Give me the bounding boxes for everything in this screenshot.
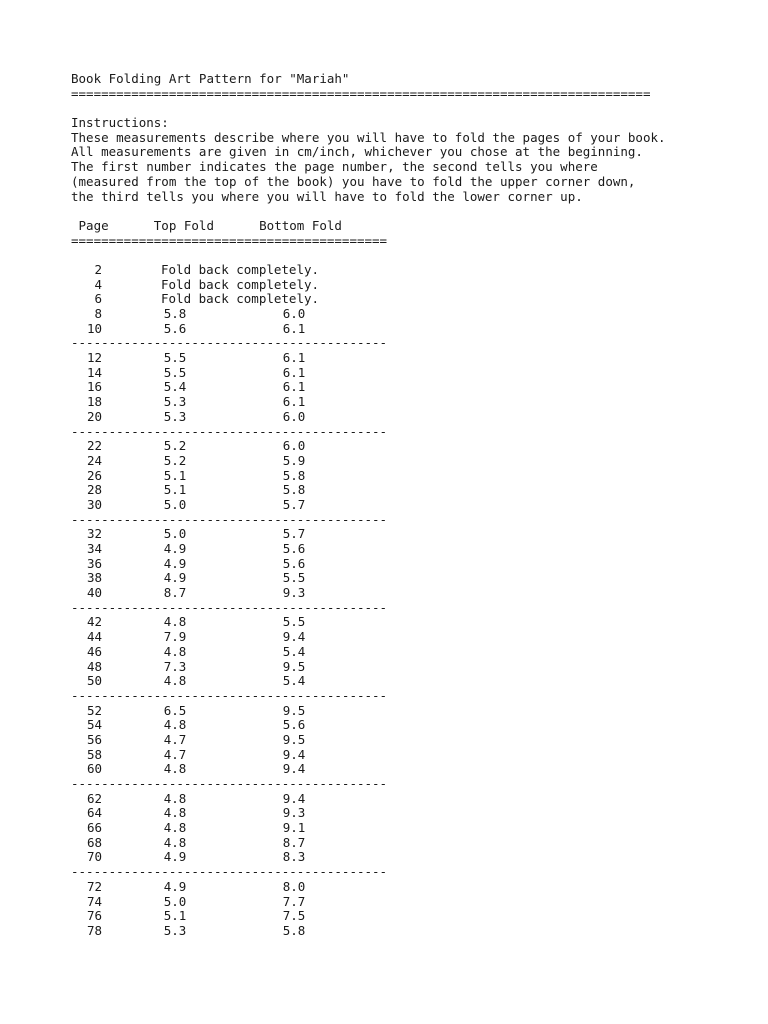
- bottom-fold: 9.4: [282, 629, 306, 645]
- page-number: 50: [86, 673, 102, 689]
- table-row: [71, 469, 731, 484]
- page-number: 60: [86, 761, 102, 777]
- group-separator: ------------------------------------------: [71, 511, 388, 527]
- bottom-fold: 5.8: [282, 467, 306, 483]
- page-number: 6: [94, 291, 102, 307]
- top-fold: 4.8: [163, 643, 187, 659]
- top-fold: 4.8: [163, 614, 187, 630]
- group-separator: ------------------------------------------: [71, 864, 388, 880]
- table-header-rule: ==========================================: [71, 232, 388, 248]
- table-row: [71, 498, 731, 513]
- page-number: 26: [86, 467, 102, 483]
- group-separator: ------------------------------------------: [71, 599, 388, 615]
- top-fold: 4.9: [163, 878, 187, 894]
- bottom-fold: 8.7: [282, 834, 306, 850]
- table-row: [71, 674, 731, 689]
- bottom-fold: 9.3: [282, 585, 306, 601]
- instruction-line: (measured from the top of the book) you have to fold the upper corner down,: [71, 173, 636, 189]
- spacer: [71, 204, 731, 219]
- table-row: [71, 909, 731, 924]
- page-number: 58: [86, 746, 102, 762]
- table-row: [71, 263, 731, 278]
- top-fold: 5.0: [163, 893, 187, 909]
- group-separator: ------------------------------------------: [71, 687, 388, 703]
- page-number: 36: [86, 555, 102, 571]
- table-row: [71, 660, 731, 675]
- instruction-line: The first number indicates the page number, the second tells you where: [71, 159, 598, 175]
- page-number: 20: [86, 408, 102, 424]
- table-header: Page Top Fold Bottom Fold: [71, 217, 342, 233]
- table-row: [71, 924, 731, 939]
- table-row: [71, 586, 731, 601]
- table-row: [71, 615, 731, 630]
- top-fold: 4.8: [163, 717, 187, 733]
- top-fold: 4.8: [163, 820, 187, 836]
- table-row: [71, 380, 731, 395]
- group-separator: ------------------------------------------: [71, 423, 388, 439]
- table-row: [71, 527, 731, 542]
- page-number: 32: [86, 526, 102, 542]
- instruction-line: These measurements describe where you will have to fold the pages of your book.: [71, 129, 666, 145]
- bottom-fold: 6.0: [282, 438, 306, 454]
- table-row: [71, 880, 731, 895]
- table-row: [71, 571, 731, 586]
- top-fold: 6.5: [163, 702, 187, 718]
- top-fold: 5.3: [163, 408, 187, 424]
- page-number: 70: [86, 849, 102, 865]
- bottom-fold: 5.4: [282, 673, 306, 689]
- table-row: [71, 821, 731, 836]
- spacer: [71, 101, 731, 116]
- table-row: [71, 322, 731, 337]
- page-number: 74: [86, 893, 102, 909]
- page-number: 68: [86, 834, 102, 850]
- spacer: [71, 248, 731, 263]
- top-fold: 4.8: [163, 805, 187, 821]
- page-number: 18: [86, 394, 102, 410]
- group-separator: ------------------------------------------: [71, 335, 388, 351]
- bottom-fold: 9.3: [282, 805, 306, 821]
- page-number: 34: [86, 541, 102, 556]
- page-number: 40: [86, 585, 102, 601]
- bottom-fold: 7.5: [282, 908, 306, 924]
- bottom-fold: 5.5: [282, 570, 306, 586]
- bottom-fold: 6.1: [282, 350, 306, 366]
- bottom-fold: 7.7: [282, 893, 306, 909]
- bottom-fold: 5.6: [282, 541, 306, 556]
- bottom-fold: 6.1: [282, 394, 306, 410]
- table-row: [71, 850, 731, 865]
- bottom-fold: 6.0: [282, 408, 306, 424]
- top-fold: 5.8: [163, 306, 187, 321]
- page-number: 72: [86, 878, 102, 894]
- table-row: [71, 395, 731, 410]
- table-row: [71, 792, 731, 807]
- table-row: [71, 351, 731, 366]
- page-number: 16: [86, 379, 102, 395]
- top-fold: 4.8: [163, 790, 187, 806]
- group-separator: ------------------------------------------: [71, 776, 388, 791]
- top-fold: 5.0: [163, 526, 187, 542]
- top-fold: 5.1: [163, 482, 187, 498]
- bottom-fold: 6.1: [282, 364, 306, 380]
- table-row: [71, 410, 731, 425]
- top-fold: 4.8: [163, 673, 187, 689]
- page-number: 56: [86, 731, 102, 747]
- page-number: 2: [94, 261, 102, 277]
- bottom-fold: 5.7: [282, 526, 306, 542]
- table-row: [71, 733, 731, 748]
- top-fold: 7.3: [163, 658, 187, 674]
- table-row: [71, 718, 731, 733]
- bottom-fold: 8.0: [282, 878, 306, 894]
- top-fold: 5.2: [163, 438, 187, 454]
- page-number: 12: [86, 350, 102, 366]
- page-number: 78: [86, 922, 102, 938]
- table-row: [71, 836, 731, 851]
- page-number: 42: [86, 614, 102, 630]
- top-fold: 4.8: [163, 761, 187, 777]
- table-row: [71, 557, 731, 572]
- table-row: [71, 278, 731, 293]
- table-row: [71, 748, 731, 763]
- top-fold: 4.7: [163, 731, 187, 747]
- top-fold: 4.8: [163, 834, 187, 850]
- top-fold: 5.5: [163, 364, 187, 380]
- top-fold: 4.9: [163, 541, 187, 556]
- top-fold: 4.9: [163, 555, 187, 571]
- page-number: 44: [86, 629, 102, 645]
- top-fold: 5.4: [163, 379, 187, 395]
- instruction-line: the third tells you where you will have to fold the lower corner up.: [71, 188, 583, 204]
- top-fold: 4.9: [163, 849, 187, 865]
- page-number: 24: [86, 452, 102, 468]
- top-fold: 5.5: [163, 350, 187, 366]
- table-row: [71, 292, 731, 307]
- bottom-fold: 9.5: [282, 731, 306, 747]
- page-number: 14: [86, 364, 102, 380]
- top-fold: 4.7: [163, 746, 187, 762]
- document-title: Book Folding Art Pattern for "Mariah": [71, 71, 350, 86]
- bottom-fold: 5.6: [282, 555, 306, 571]
- top-fold: 5.1: [163, 467, 187, 483]
- fold-note: Fold back completely.: [161, 261, 320, 277]
- bottom-fold: 5.9: [282, 452, 306, 468]
- page-number: 8: [94, 306, 102, 321]
- page-number: 46: [86, 643, 102, 659]
- bottom-fold: 9.5: [282, 702, 306, 718]
- top-fold: 4.9: [163, 570, 187, 586]
- bottom-fold: 5.8: [282, 922, 306, 938]
- table-row: [71, 483, 731, 498]
- bottom-fold: 8.3: [282, 849, 306, 865]
- page-number: 62: [86, 790, 102, 806]
- bottom-fold: 6.1: [282, 320, 306, 336]
- bottom-fold: 9.1: [282, 820, 306, 836]
- page-number: 76: [86, 908, 102, 924]
- title-rule: =============================================================================: [71, 85, 651, 101]
- fold-note: Fold back completely.: [161, 291, 320, 307]
- fold-note: Fold back completely.: [161, 276, 320, 292]
- bottom-fold: 9.5: [282, 658, 306, 674]
- table-row: [71, 704, 731, 719]
- document-page: [71, 72, 731, 939]
- top-fold: 5.0: [163, 496, 187, 512]
- page-number: 30: [86, 496, 102, 512]
- bottom-fold: 5.6: [282, 717, 306, 733]
- page-number: 48: [86, 658, 102, 674]
- bottom-fold: 5.5: [282, 614, 306, 630]
- table-row: [71, 630, 731, 645]
- top-fold: 5.3: [163, 922, 187, 938]
- bottom-fold: 5.7: [282, 496, 306, 512]
- top-fold: 5.6: [163, 320, 187, 336]
- table-row: [71, 806, 731, 821]
- table-row: [71, 645, 731, 660]
- bottom-fold: 6.1: [282, 379, 306, 395]
- page-number: 4: [94, 276, 102, 292]
- page-number: 22: [86, 438, 102, 454]
- page-number: 64: [86, 805, 102, 821]
- table-row: [71, 454, 731, 469]
- table-row: [71, 895, 731, 910]
- bottom-fold: 9.4: [282, 790, 306, 806]
- table-row: [71, 439, 731, 454]
- bottom-fold: 5.8: [282, 482, 306, 498]
- top-fold: 5.1: [163, 908, 187, 924]
- top-fold: 5.3: [163, 394, 187, 410]
- bottom-fold: 5.4: [282, 643, 306, 659]
- fold-table: [71, 263, 731, 939]
- table-row: [71, 542, 731, 557]
- table-row: [71, 366, 731, 381]
- bottom-fold: 9.4: [282, 761, 306, 777]
- instructions-heading: Instructions:: [71, 115, 169, 131]
- top-fold: 7.9: [163, 629, 187, 645]
- top-fold: 8.7: [163, 585, 187, 601]
- page-number: 52: [86, 702, 102, 718]
- page-number: 66: [86, 820, 102, 836]
- bottom-fold: 6.0: [282, 306, 306, 321]
- table-row: [71, 307, 731, 322]
- page-number: 28: [86, 482, 102, 498]
- instruction-line: All measurements are given in cm/inch, whichever you chose at the beginning.: [71, 144, 643, 160]
- top-fold: 5.2: [163, 452, 187, 468]
- page-number: 38: [86, 570, 102, 586]
- page-number: 10: [86, 320, 102, 336]
- bottom-fold: 9.4: [282, 746, 306, 762]
- table-row: [71, 762, 731, 777]
- page-number: 54: [86, 717, 102, 733]
